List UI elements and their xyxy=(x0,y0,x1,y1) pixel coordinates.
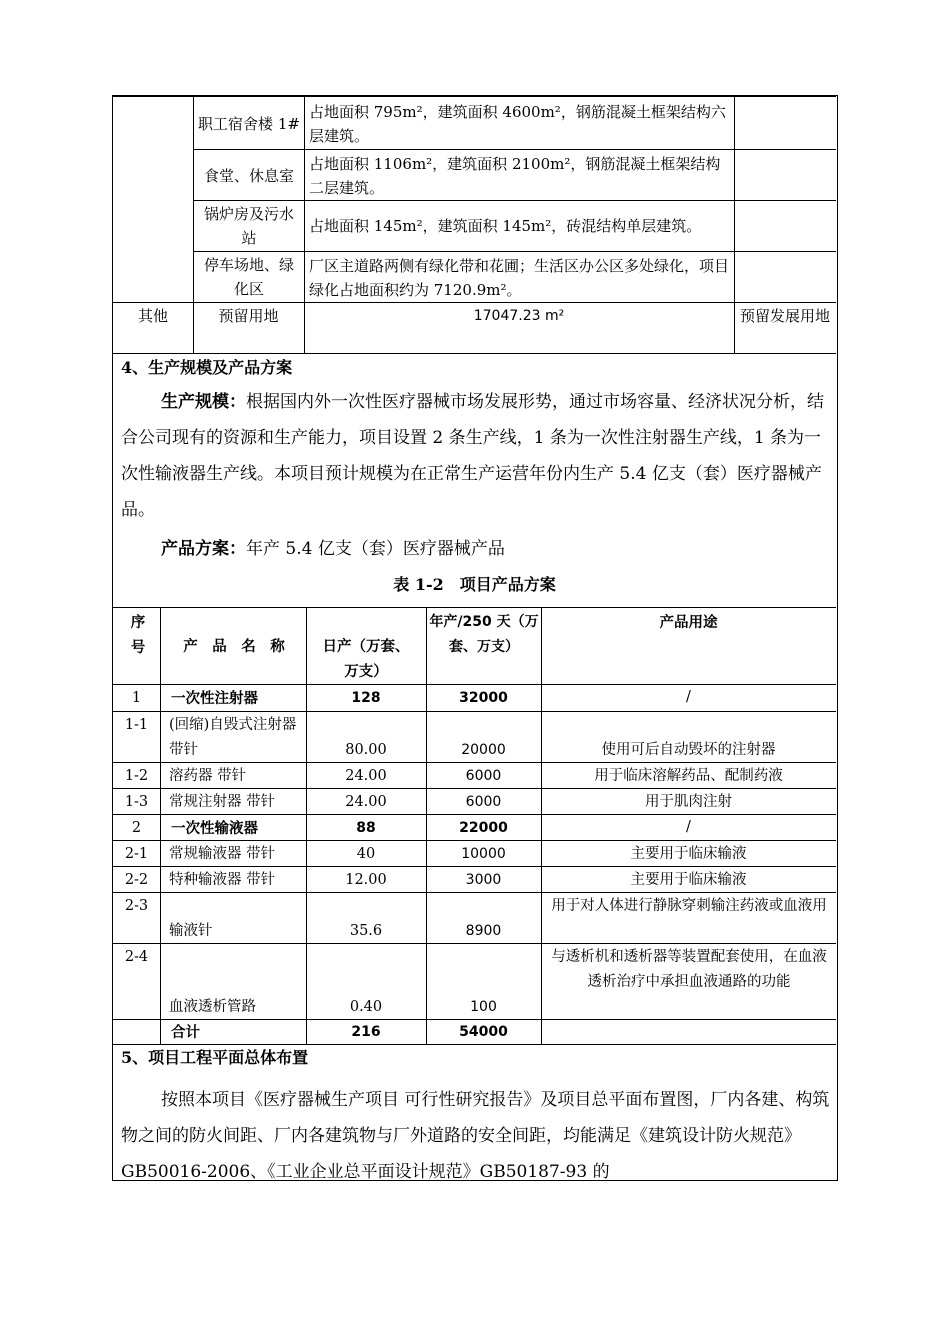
table-row-seq: 1 xyxy=(131,690,142,706)
table-row-name: 常规输液器 带针 xyxy=(169,846,276,862)
table-row-usage: 用于肌肉注射 xyxy=(645,794,732,810)
table-row-usage: 主要用于临床输液 xyxy=(630,872,747,888)
table-row-name: (回缩)自毁式注射器 带针 xyxy=(169,717,297,758)
col-header-annual: 年产/250 天（万套、万支） xyxy=(429,614,539,655)
table-row-annual: 6000 xyxy=(465,768,502,784)
col-header-daily: 日产（万套、万支） xyxy=(322,638,410,680)
table-row-annual: 32000 xyxy=(459,690,508,706)
section-4-heading: 4、生产规模及产品方案 xyxy=(121,358,293,377)
table-row-daily: 40 xyxy=(356,846,376,862)
table-row-name: 一次性输液器 xyxy=(171,820,258,837)
product-plan-paragraph xyxy=(121,531,833,567)
table-row-seq: 1-1 xyxy=(124,717,149,733)
table-row-name: 一次性注射器 xyxy=(171,690,258,707)
col-header-name: 产 品 名 称 xyxy=(183,638,285,655)
table-row-seq: 2-2 xyxy=(124,872,149,888)
table-row-usage: 使用可后自动毁坏的注射器 xyxy=(601,742,776,758)
table-total-daily: 216 xyxy=(351,1024,381,1040)
table-row-name: 溶药器 带针 xyxy=(169,768,247,784)
other-name: 预留用地 xyxy=(218,307,279,325)
production-scale-paragraph xyxy=(121,384,833,528)
building-name: 职工宿舍楼 1# xyxy=(198,115,300,133)
building-name: 停车场地、绿化区 xyxy=(203,256,294,298)
table-row-daily: 24.00 xyxy=(345,794,387,810)
table-row-seq: 2-4 xyxy=(124,949,149,965)
table-row-name: 常规注射器 带针 xyxy=(169,794,276,810)
table-row-annual: 8900 xyxy=(465,923,502,939)
table-row-name: 特种输液器 带针 xyxy=(169,872,276,888)
scale-label: 生产规模： xyxy=(161,392,246,412)
table-row-usage: / xyxy=(686,819,691,835)
table-row-annual: 22000 xyxy=(459,820,508,836)
building-desc: 厂区主道路两侧有绿化带和花圃；生活区办公区多处绿化，项目绿化占地面积约为 7120.9m²。 xyxy=(309,257,730,299)
table-row-annual: 100 xyxy=(470,999,497,1015)
table-row-seq: 1-2 xyxy=(124,768,149,784)
other-area: 17047.23 m² xyxy=(473,308,565,324)
table-total-annual: 54000 xyxy=(459,1024,508,1040)
table-row-annual: 20000 xyxy=(461,742,506,758)
other-category: 其他 xyxy=(137,307,168,325)
table-row-daily: 80.00 xyxy=(345,742,387,758)
building-desc: 占地面积 1106m²，建筑面积 2100m²，钢筋混凝土框架结构二层建筑。 xyxy=(309,155,721,197)
building-desc: 占地面积 795m²，建筑面积 4600m²，钢筋混凝土框架结构六层建筑。 xyxy=(309,103,726,145)
plan-label: 产品方案： xyxy=(161,539,246,559)
product-table-title: 表 1-2 项目产品方案 xyxy=(393,575,556,594)
table-row-usage: / xyxy=(686,689,691,705)
table-row-usage: 用于对人体进行静脉穿刺输注药液或血液用 xyxy=(551,898,827,914)
table-row-seq: 2-3 xyxy=(124,898,149,914)
table-row-daily: 128 xyxy=(351,690,381,706)
col-header-usage: 产品用途 xyxy=(659,614,718,631)
table-row-usage: 用于临床溶解药品、配制药液 xyxy=(594,768,783,784)
other-note: 预留发展用地 xyxy=(739,307,830,325)
table-row-usage: 与透析机和透析器等装置配套使用，在血液透析治疗中承担血液通路的功能 xyxy=(551,949,827,990)
table-row-daily: 24.00 xyxy=(345,768,387,784)
col-header-seq: 序号 xyxy=(130,614,146,656)
building-name: 食堂、休息室 xyxy=(203,167,294,185)
table-row-annual: 6000 xyxy=(465,794,502,810)
table-row-name: 输液针 xyxy=(169,923,213,939)
table-total-label: 合计 xyxy=(171,1024,200,1041)
plan-text: 年产 5.4 亿支（套）医疗器械产品 xyxy=(246,539,505,559)
table-row-daily: 12.00 xyxy=(345,872,387,888)
document-frame xyxy=(112,95,838,1181)
table-row-seq: 2-1 xyxy=(124,846,149,862)
section-5-paragraph: 按照本项目《医疗器械生产项目 可行性研究报告》及项目总平面布置图，厂内各建、构筑物之间的防火间距、厂内各建筑物与厂外道路的安全间距，均能满足《建筑设计防火规范》GB50016-2006、《工业企业总平面设计规范》GB50187-93 的 xyxy=(121,1090,830,1182)
table-row-daily: 0.40 xyxy=(349,999,383,1015)
table-row-usage: 主要用于临床输液 xyxy=(630,846,747,862)
table-row-seq: 1-3 xyxy=(124,794,149,810)
scale-text: 根据国内外一次性医疗器械市场发展形势，通过市场容量、经济状况分析，结合公司现有的资源和生产能力，项目设置 2 条生产线，1 条为一次性注射器生产线，1 条为一次性输液器生产线。本项目预计规模为在正常生产运营年份内生产 5.4 亿支（套）医疗器械产品。 xyxy=(121,392,824,520)
table-row-annual: 3000 xyxy=(465,872,502,888)
table-row-annual: 10000 xyxy=(461,846,506,862)
table-row-daily: 88 xyxy=(356,820,376,836)
table-row-name: 血液透析管路 xyxy=(169,999,256,1015)
building-name: 锅炉房及污水站 xyxy=(203,205,294,247)
table-row-seq: 2 xyxy=(131,820,142,836)
table-row-daily: 35.6 xyxy=(349,923,383,939)
section-5-heading: 5、项目工程平面总体布置 xyxy=(121,1048,309,1067)
building-desc: 占地面积 145m²，建筑面积 145m²，砖混结构单层建筑。 xyxy=(309,217,702,235)
